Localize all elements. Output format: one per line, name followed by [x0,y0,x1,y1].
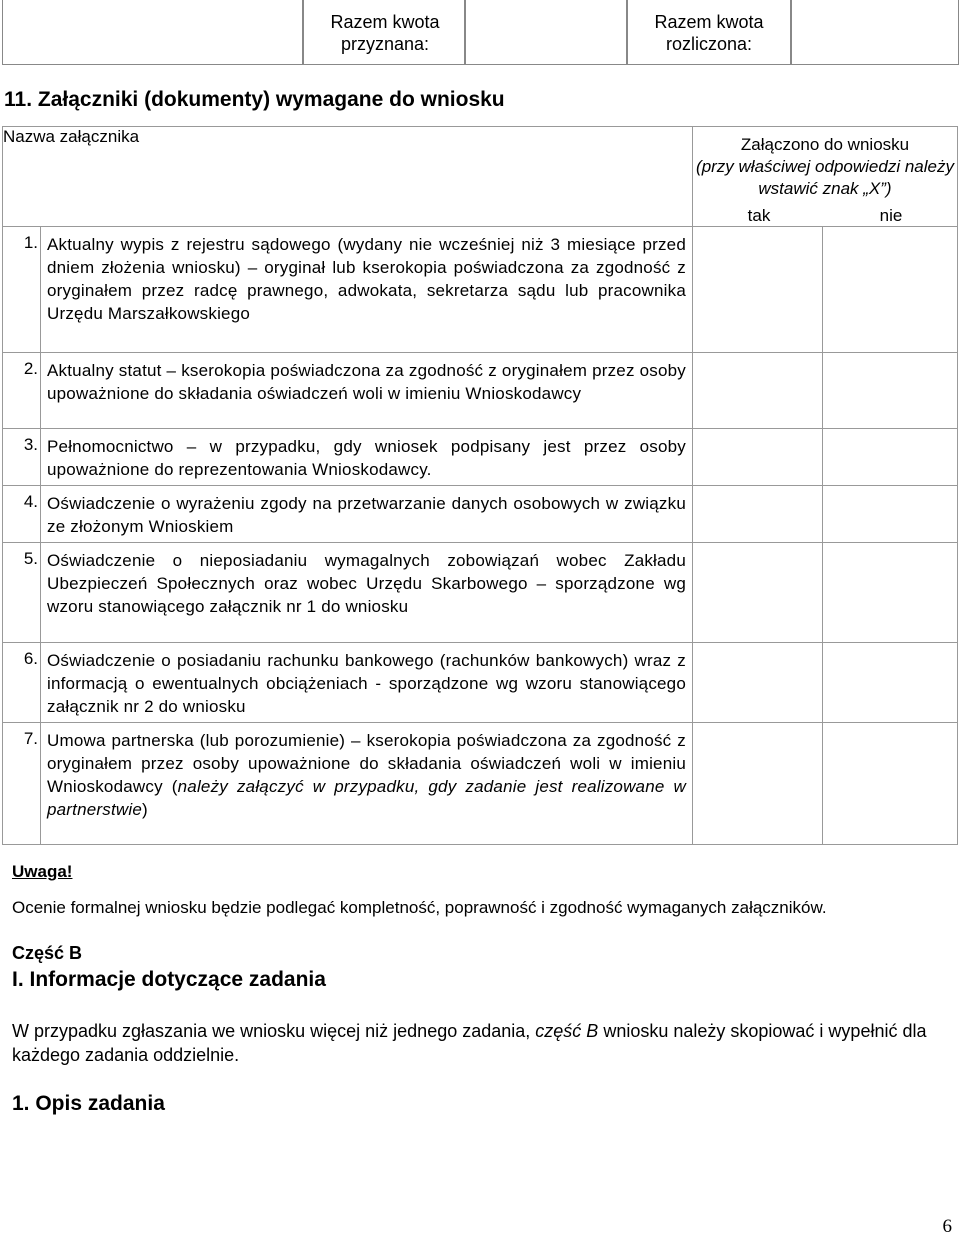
table-row [3,353,958,429]
yes-checkbox-cell[interactable] [693,543,823,643]
item-text: Aktualny statut – kserokopia poświadczona za zgodność z oryginałem przez osoby upoważnione do składania oświadczeń woli w imieniu Wnioskodawcy [41,353,693,429]
section-i-title: I. Informacje dotyczące zadania [12,968,326,991]
part-b-instruction [12,1019,942,1067]
item-text: Pełnomocnictwo – w przypadku, gdy wniosek podpisany jest przez osoby upoważnione do reprezentowania Wnioskodawcy. [41,429,693,486]
item-text-italic: należy załączyć w przypadku, gdy zadanie jest realizowane w partnerstwie [47,777,686,819]
no-checkbox-cell[interactable] [823,227,958,353]
item-number: 2. [3,353,41,429]
yes-checkbox-cell[interactable] [693,486,823,543]
section-11-title: 11. Załączniki (dokumenty) wymagane do wniosku [4,88,505,111]
yes-no-labels [693,206,957,226]
yes-checkbox-cell[interactable] [693,353,823,429]
para-before: W przypadku zgłaszania we wniosku więcej niż jednego zadania, [12,1021,536,1041]
item-text: Aktualny wypis z rejestru sądowego (wydany nie wcześniej niż 3 miesiące przed dniem złożenia wniosku) – oryginał lub kserokopia poświadczona za zgodność z oryginałem przez radcę prawnego, adwokata, sekretarza sądu lub pracownika Urzędu Marszałkowskiego [41,227,693,353]
header-gap-box [464,0,628,65]
attached-header [693,127,957,200]
page-number: 6 [942,1216,952,1237]
table-row [3,643,958,723]
yes-checkbox-cell[interactable] [693,723,823,845]
no-checkbox-cell[interactable] [823,486,958,543]
item-text-plain: Umowa partnerska (lub porozumienie) – kserokopia poświadczona za zgodność z oryginałem przez osoby upoważnione do składania oświadczeń woli w imieniu Wnioskodawcy ( [47,731,686,796]
item-number: 4. [3,486,41,543]
no-checkbox-cell[interactable] [823,353,958,429]
item-text-7 [41,723,693,845]
no-checkbox-cell[interactable] [823,429,958,486]
attached-header-cell [693,127,958,227]
note-text: Ocenie formalnej wniosku będzie podlegać kompletność, poprawność i zgodność wymaganych załączników. [12,898,827,917]
item-text: Oświadczenie o wyrażeniu zgody na przetwarzanie danych osobowych w związku ze złożonym Wnioskiem [41,486,693,543]
note-heading: Uwaga! [12,862,73,881]
header-right-box [790,0,959,65]
item-number: 1. [3,227,41,353]
settled-amount-label: Razem kwota rozliczona: [654,12,764,54]
header-left-box [2,0,304,65]
attached-header-title: Załączono do wniosku [740,135,910,154]
granted-amount-label: Razem kwota przyznana: [330,12,440,54]
attachments-table [2,126,958,845]
no-label: nie [879,206,903,225]
part-b-title: Część B [12,943,83,963]
item-number: 3. [3,429,41,486]
item-text: Oświadczenie o posiadaniu rachunku bankowego (rachunków bankowych) wraz z informacją o ewentualnych obciążeniach - sporządzone wg wzoru stanowiącego załącznik nr 2 do wniosku [41,643,693,723]
table-row [3,543,958,643]
attached-header-hint: (przy właściwej odpowiedzi należy wstawić znak „X”) [696,157,954,198]
table-row [3,429,958,486]
attachment-name-header: Nazwa załącznika [3,127,693,227]
para-italic: część B [535,1021,599,1041]
yes-checkbox-cell[interactable] [693,429,823,486]
item-number: 7. [3,723,41,845]
no-checkbox-cell[interactable] [823,543,958,643]
item-number: 5. [3,543,41,643]
item-text: Oświadczenie o nieposiadaniu wymagalnych zobowiązań wobec Zakładu Ubezpieczeń Społecznych oraz wobec Urzędu Skarbowego – sporządzone wg wzoru stanowiącego załącznik nr 1 do wniosku [41,543,693,643]
attachments-header-row [3,127,958,227]
yes-label: tak [747,206,771,225]
table-row [3,227,958,353]
yes-checkbox-cell[interactable] [693,227,823,353]
no-checkbox-cell[interactable] [823,643,958,723]
para-after: wniosku należy skopiować i wypełnić dla każdego zadania oddzielnie. [12,1021,927,1065]
no-checkbox-cell[interactable] [823,723,958,845]
item-number: 6. [3,643,41,723]
table-row [3,486,958,543]
task-description-title: 1. Opis zadania [12,1092,165,1115]
item-text-tail: ) [142,800,148,819]
table-row [3,723,958,845]
yes-checkbox-cell[interactable] [693,643,823,723]
